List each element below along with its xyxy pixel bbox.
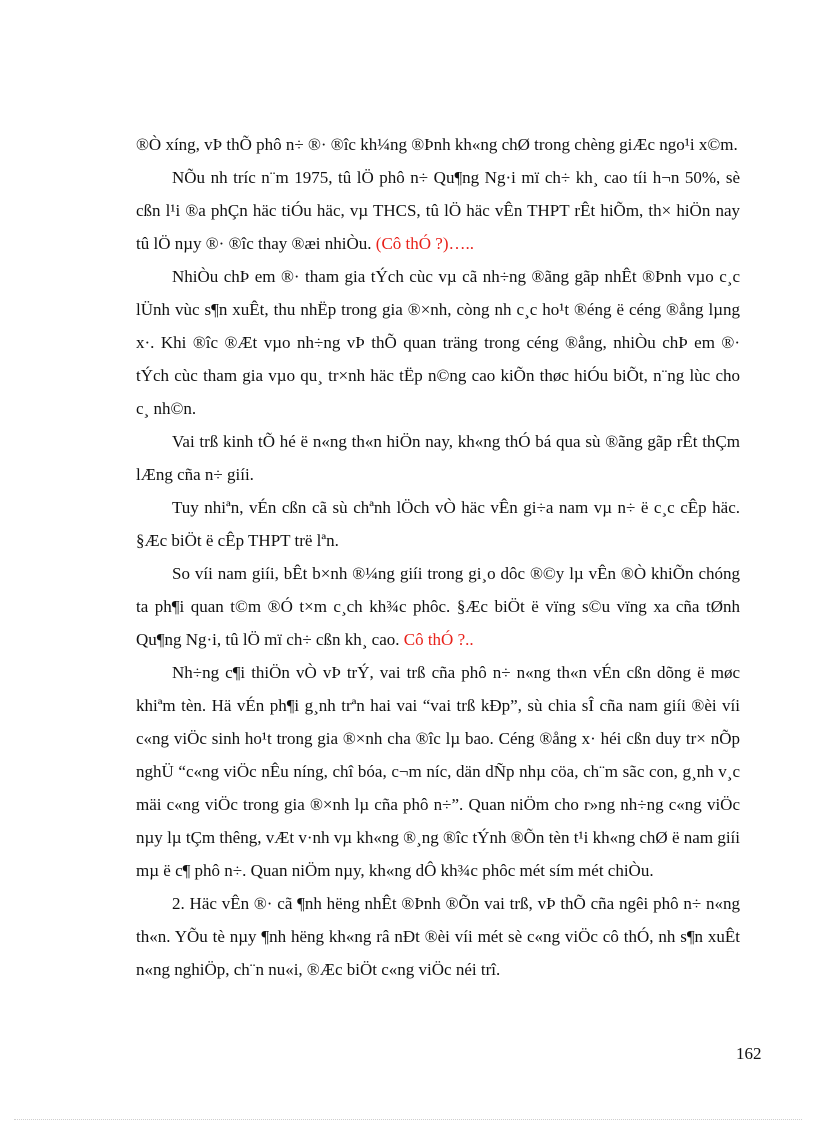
paragraph-text: Nh÷ng c¶i thiÖn vÒ vÞ trÝ, vai trß cña phô n÷ n«ng th«n vÉn cßn dõng ë møc khiªm tèn. Hä vÉn ph¶i g¸nh trªn hai vai “vai trß kÐp”, sù chia sÎ cña nam giíi ®èi víi c«ng viÖc sinh ho¹t trong gia ®×nh cha ®îc lµ bao. Céng ®ång x· héi cßn duy tr× nÕp nghÜ “c«ng viÖc nÊu níng, chî bóa, c¬m níc, dän dÑp nhµ cöa, ch¨m sãc con, g¸nh v¸c mäi c«ng viÖc trong gia ®×nh lµ cña phô n÷”. Quan niÖm cho r»ng nh÷ng c«ng viÖc nµy lµ tÇm thêng, vÆt v·nh vµ kh«ng ®¸ng ®îc tÝnh ®Õn tèn t¹i kh«ng chØ ë nam giíi mµ ë c¶ phô n÷. Quan niÖm nµy, kh«ng dÔ kh¾c phôc mét sím mét chiÒu. — [136, 663, 740, 880]
footer-divider — [14, 1119, 802, 1120]
paragraph — [136, 491, 740, 557]
page-number: 162 — [736, 1044, 762, 1063]
red-note: Cô thÓ ?.. — [403, 630, 474, 649]
paragraph-text: So víi nam giíi, bÊt b×nh ®¼ng giíi trong gi¸o dôc ®©y lµ vÊn ®Ò khiÕn chóng ta ph¶i quan t©m ®Ó t×m c¸ch kh¾c phôc. §Æc biÖt ë vïng s©u vïng xa cña tØnh Qu¶ng Ng·i, tû lÖ mï ch÷ cßn kh¸ cao. — [136, 564, 740, 649]
paragraph — [136, 557, 740, 656]
paragraph-text: Tuy nhiªn, vÉn cßn cã sù chªnh lÖch vÒ häc vÊn gi÷a nam vµ n÷ ë c¸c cÊp häc. §Æc biÖt ë cÊp THPT trë lªn. — [136, 498, 740, 550]
paragraph — [136, 887, 740, 986]
paragraph-text: NÕu nh tríc n¨m 1975, tû lÖ phô n÷ Qu¶ng Ng·i mï ch÷ kh¸ cao tíi h¬n 50%, sè cßn l¹i ®a phÇn häc tiÓu häc, vµ THCS, tû lÖ häc vÊn THPT rÊt hiÕm, th× hiÖn nay tû lÖ nµy ®· ®îc thay ®æi nhiÒu. — [136, 168, 740, 253]
paragraph — [136, 260, 740, 425]
paragraph-text: Vai trß kinh tÕ hé ë n«ng th«n hiÖn nay, kh«ng thÓ bá qua sù ®ãng gãp rÊt thÇm lÆng cña n÷ giíi. — [136, 432, 740, 484]
paragraph-text: NhiÒu chÞ em ®· tham gia tÝch cùc vµ cã nh÷ng ®ãng gãp nhÊt ®Þnh vµo c¸c lÜnh vùc s¶n xuÊt, thu nhËp trong gia ®×nh, còng nh c¸c ho¹t ®éng ë céng ®ång lµng x·. Khi ®îc ®Æt vµo nh÷ng vÞ thÕ quan träng trong céng ®ång, nhiÒu chÞ em ®· tÝch cùc tham gia vµo qu¸ tr×nh häc tËp n©ng cao kiÕn thøc hiÓu biÕt, n¨ng lùc cho c¸ nh©n. — [136, 267, 740, 418]
document-body — [136, 128, 740, 986]
paragraph — [136, 656, 740, 887]
paragraph-text: 2. Häc vÊn ®· cã ¶nh hëng nhÊt ®Þnh ®Õn vai trß, vÞ thÕ cña ngêi phô n÷ n«ng th«n. YÕu tè nµy ¶nh hëng kh«ng râ nÐt ®èi víi mét sè c«ng viÖc cô thÓ, nh s¶n xuÊt n«ng nghiÖp, ch¨n nu«i, ®Æc biÖt c«ng viÖc néi trî. — [136, 894, 740, 979]
paragraph — [136, 128, 740, 161]
paragraph — [136, 425, 740, 491]
red-note: (Cô thÓ ?)….. — [375, 234, 474, 253]
paragraph-text: ®Ò xíng, vÞ thÕ phô n÷ ®· ®îc kh¼ng ®Þnh kh«ng chØ trong chèng giÆc ngo¹i x©m. — [136, 135, 738, 154]
paragraph — [136, 161, 740, 260]
